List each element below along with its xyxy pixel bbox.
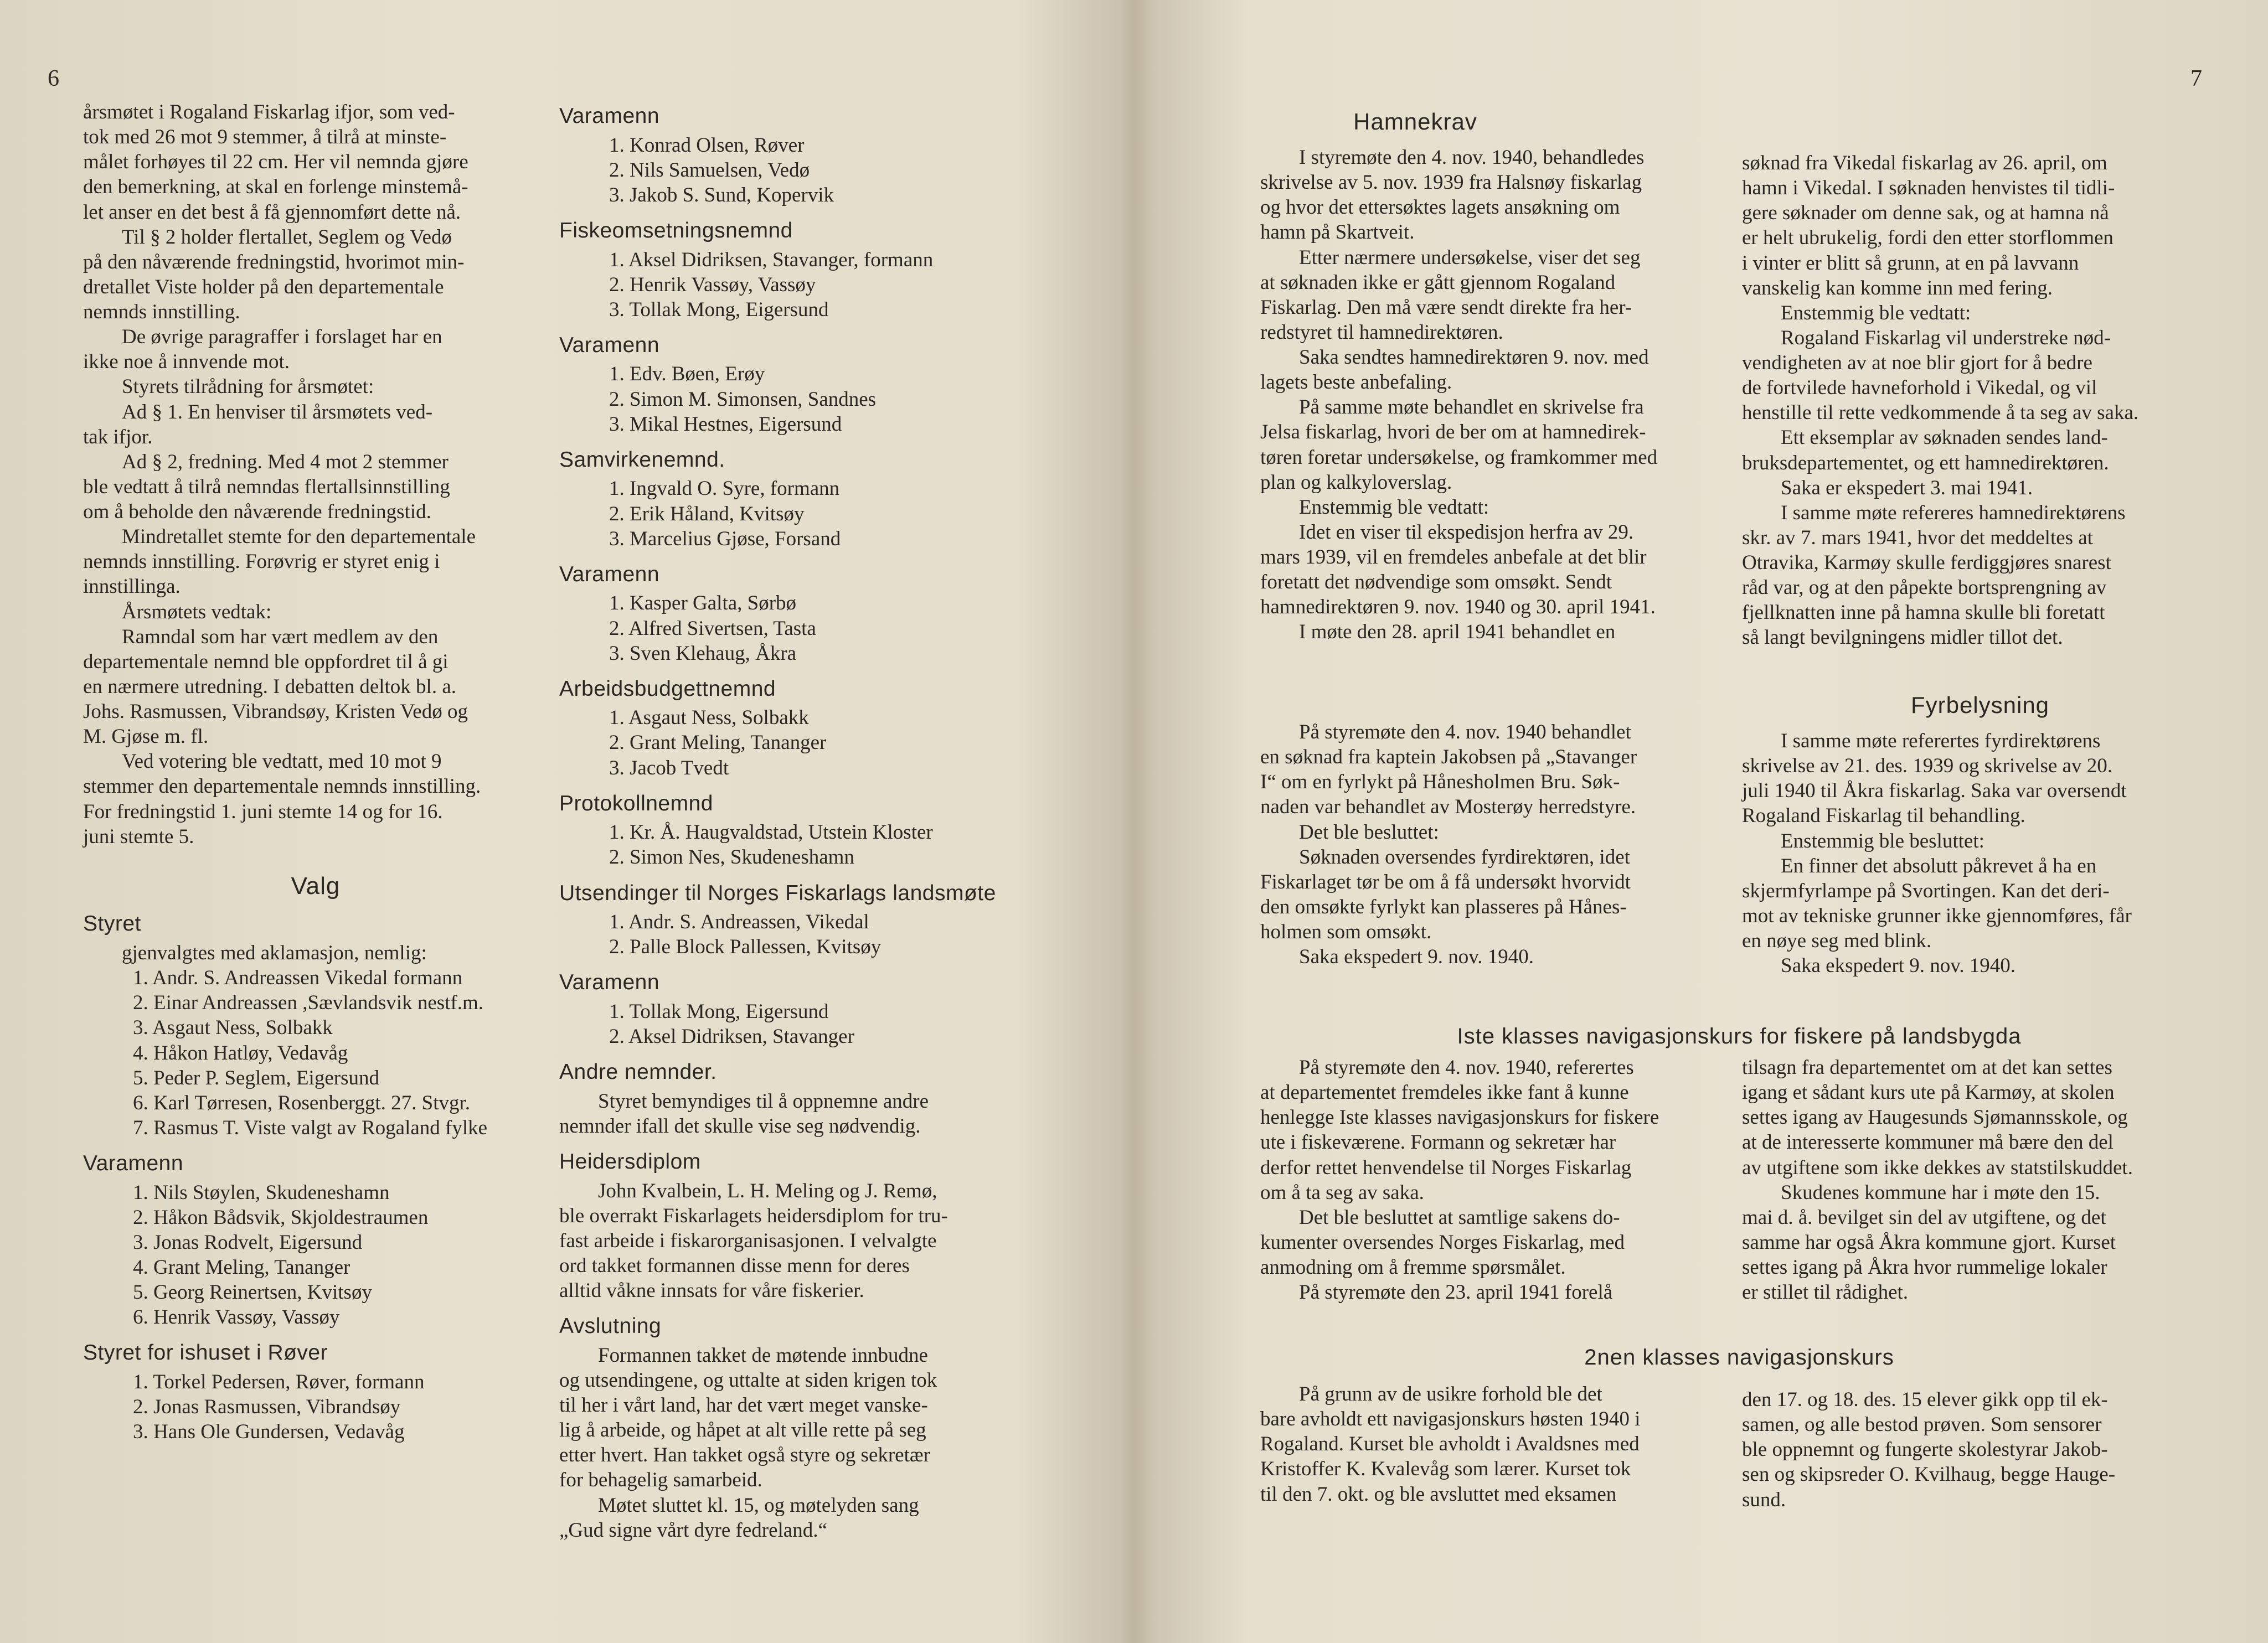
text-line: Styrets tilrådning for årsmøtet: [122,375,374,399]
nav1-column-2 [1742,1055,2218,1305]
text-line: mai d. å. bevilget sin del av utgiftene, og det [1742,1206,2106,1229]
list-item: 3. Hans Ole Gundersen, Vedavåg [133,1420,405,1444]
list-item: 1. Aksel Didriksen, Stavanger, formann [609,248,934,271]
text-line: Ad § 2, fredning. Med 4 mot 2 stemmer [122,450,449,473]
paragraph [83,400,548,450]
text-line: Ramndal som har vært medlem av den [122,625,439,648]
paragraph [83,225,548,325]
text-line: settes igang på Åkra hvor rummelige lokaler [1742,1256,2107,1279]
text-line: henstille til rette vedkommende å ta seg av saka. [1742,401,2139,425]
subheading: Varamenn [559,104,660,128]
text-line: av utgiftene som ikke dekkes av statstilskuddet. [1742,1156,2133,1179]
text-line: vanskelig kan komme inn med fering. [1742,276,2053,299]
text-line: i vinter er blitt så grunn, at en på lavvann [1742,251,2079,275]
text-line: den bemerkning, at skal en forlenge minstemå- [83,175,468,199]
list-item: 1. Kr. Å. Haugvaldstad, Utstein Kloster [609,821,933,844]
text-line: juli 1940 til Åkra fiskarlag. Saka var oversendt [1742,779,2127,803]
nav2-column-1 [1260,1382,1748,1507]
text-line: henlegge Iste klasses navigasjonskurs for fiskere [1260,1106,1659,1129]
text-line: gere søknader om denne sak, og at hamna nå [1742,202,2109,225]
list-item: 3. Asgaut Ness, Solbakk [133,1016,333,1040]
list-item: 1. Andr. S. Andreassen, Vikedal [609,911,869,934]
text-line: Det ble besluttet at samtlige sakens do- [1299,1206,1620,1229]
text-line: På samme møte behandlet en skrivelse fra [1299,396,1644,419]
text-line: årsmøtet i Rogaland Fiskarlag ifjor, som ved- [83,101,455,123]
text-line: til den 7. okt. og ble avsluttet med eksamen [1260,1482,1617,1506]
hamnekrav-column-2 [1742,151,2218,650]
paragraph [83,624,548,750]
list-item: 3. Jacob Tvedt [609,756,729,779]
text-line: igang et sådant kurs ute på Karmøy, at skolen [1742,1081,2115,1104]
list-item: 2. Simon Nes, Skudeneshamn [609,846,854,869]
text-line: Otravika, Karmøy skulle ferdiggjøres snarest [1742,551,2111,574]
section-heading: Iste klasses navigasjonskurs for fiskere på landsbygda [1457,1024,2022,1048]
text-line: lagets beste anbefaling. [1260,371,1452,394]
list-item: 1. Kasper Galta, Sørbø [609,592,797,615]
text-line: den 17. og 18. des. 15 elever gikk opp til ek- [1742,1388,2108,1411]
text-line: Enstemmig ble besluttet: [1781,829,1984,852]
list-item: 2. Einar Andreassen ,Sævlandsvik nestf.m. [133,991,484,1015]
text-line: en nærmere utredning. I debatten deltok bl. a. [83,675,457,698]
list-item: 1. Nils Støylen, Skudeneshamn [133,1181,390,1204]
text-line: ble oppnemnt og fungerte skolestyrar Jakob- [1742,1438,2108,1461]
subheading: Styret [83,912,141,936]
text-line: målet forhøyes til 22 cm. Her vil nemnda gjøre [83,151,468,174]
paragraph [83,524,548,599]
text-line: Johs. Rasmussen, Vibrandsøy, Kristen Vedø og [83,700,468,723]
text-line: Saka ekspedert 9. nov. 1940. [1781,954,2016,978]
text-line: nemnds innstilling. Forøvrig er styret enig i [83,550,440,574]
text-line: tøren foretar undersøkelse, og framkommer med [1260,446,1658,469]
list-item: 4. Håkon Hatløy, Vedavåg [133,1041,348,1065]
text-line: Rogaland Fiskarlag vil understreke nød- [1781,326,2111,349]
text-line: ute i fiskeværene. Formann og sekretær har [1260,1131,1616,1154]
text-line: skrivelse av 21. des. 1939 og skrivelse av 20. [1742,755,2112,778]
text-line: skjermfyrlampe på Svortingen. Kan det deri- [1742,879,2110,902]
text-line: hamn i Vikedal. I søknaden henvistes til tidli- [1742,177,2115,200]
text-line: Styret bemyndiges til å oppnemne andre [598,1089,929,1113]
text-line: mot av tekniske grunner ikke gjennomføres, får [1742,904,2132,927]
text-line: juni stemte 5. [83,825,194,848]
subheading: Styret for ishuset i Røver [83,1341,328,1365]
paragraph [83,450,548,524]
text-line: Det ble besluttet: [1299,820,1439,844]
text-line: John Kvalbein, L. H. Meling og J. Remø, [598,1179,937,1202]
subheading: Arbeidsbudgettnemnd [559,676,776,701]
text-line: sund. [1742,1488,1786,1511]
text-line: gjenvalgtes med aklamasjon, nemlig: [122,942,427,964]
list-item: 1. Torkel Pedersen, Røver, formann [133,1370,425,1393]
list-item: 2. Jonas Rasmussen, Vibrandsøy [133,1396,401,1419]
hamnekrav-column-1 [1260,145,1748,645]
page-number-right: 7 [2190,66,2202,91]
text-line: til her i vårt land, har det vært meget vanske- [559,1394,928,1417]
subheading: Protokollnemnd [559,791,713,815]
text-line: alltid våkne innsats for våre fiskerier. [559,1279,864,1303]
text-line: er helt ubrukelig, fordi den etter storflommen [1742,226,2114,250]
list-item: 2. Alfred Sivertsen, Tasta [609,617,816,640]
text-line: Til § 2 holder flertallet, Seglem og Vedø [122,225,452,249]
text-line: nemnds innstilling. [83,301,240,323]
subheading: Fiskeomsetningsnemnd [559,218,793,242]
page-number-left: 6 [48,66,59,91]
text-line: kumenter oversendes Norges Fiskarlag, med [1260,1231,1625,1254]
text-line: Enstemmig ble vedtatt: [1781,301,1971,324]
text-line: For fredningstid 1. juni stemte 14 og for 16. [83,800,443,823]
text-line: hamn på Skartveit. [1260,221,1415,244]
text-line: Idet en viser til ekspedisjon herfra av 29. [1299,520,1634,544]
text-line: skr. av 7. mars 1941, hvor det meddeltes at [1742,526,2094,549]
text-line: en nøye seg med blink. [1742,929,1932,952]
text-line: Rogaland Fiskarlag til behandling. [1742,804,2025,828]
left-column-1 [83,100,548,1444]
section-heading: Fyrbelysning [1910,692,2050,718]
text-line: Søknaden oversendes fyrdirektøren, idet [1299,845,1630,869]
text-line: tilsagn fra departementet om at det kan settes [1742,1056,2112,1079]
text-line: holmen som omsøkt. [1260,921,1432,943]
member-list [83,1370,548,1444]
list-item: 2. Henrik Vassøy, Vassøy [609,273,816,296]
section-heading: Valg [291,872,341,900]
text-line: Ved votering ble vedtatt, med 10 mot 9 [122,750,442,773]
text-line: Enstemmig ble vedtatt: [1299,495,1489,519]
subheading: Samvirkenemnd. [559,447,725,472]
list-item: 5. Peder P. Seglem, Eigersund [133,1066,379,1089]
text-line: stemmer den departementale nemnds innstilling. [83,775,481,798]
text-line: En finner det absolutt påkrevet å ha en [1781,854,2097,877]
text-line: Kristoffer K. Kvalevåg som lærer. Kurset tok [1260,1458,1631,1481]
text-line: I“ om en fyrlykt på Hånesholmen Bru. Søk- [1260,771,1620,794]
subheading: Varamenn [559,562,660,586]
text-line: I møte den 28. april 1941 behandlet en [1299,621,1616,644]
text-line: plan og kalkyloverslag. [1260,471,1452,494]
left-column-2 [559,103,1047,1543]
text-line: fast arbeide i fiskarorganisasjonen. I velvalgte [559,1229,937,1252]
paragraph [83,324,548,374]
text-line: innstillinga. [83,575,181,598]
list-item: 2. Simon M. Simonsen, Sandnes [609,388,877,411]
text-line: lig å arbeide, og håpet at alt ville rette på seg [559,1419,926,1442]
text-line: På styremøte den 4. nov. 1940 behandlet [1299,721,1631,743]
list-item: 2. Håkon Bådsvik, Skjoldestraumen [133,1206,429,1229]
list-item: 2. Grant Meling, Tananger [609,731,827,755]
text-line: naden var behandlet av Mosterøy herredstyre. [1260,795,1636,819]
list-item: 7. Rasmus T. Viste valgt av Rogaland fylke [133,1116,488,1139]
list-item: 1. Edv. Bøen, Erøy [609,363,765,386]
text-line: ord takket formannen disse menn for deres [559,1254,910,1277]
text-line: På grunn av de usikre forhold ble det [1299,1383,1602,1406]
text-line: ikke noe å innvende mot. [83,350,290,374]
subheading: Andre nemnder. [559,1060,717,1084]
text-line: vendigheten av at noe blir gjort for å bedre [1742,352,2092,374]
text-line: og hvor det ettersøktes lagets ansøkning om [1260,196,1620,219]
list-item: 3. Marcelius Gjøse, Forsand [609,527,841,550]
list-item: 3. Jonas Rodvelt, Eigersund [133,1231,363,1254]
text-line: at søknaden ikke er gått gjennom Rogaland [1260,271,1616,294]
text-line: foretatt det nødvendige som omsøkt. Sendt [1260,571,1612,594]
nav1-column-1 [1260,1055,1748,1305]
text-line: om å ta seg av saka. [1260,1181,1424,1204]
fyr-column-1 [1260,720,1748,969]
list-item: 1. Ingvald O. Syre, formann [609,477,840,500]
list-item: 1. Andr. S. Andreassen Vikedal formann [133,967,463,990]
text-line: M. Gjøse m. fl. [83,725,209,748]
text-line: ble overrakt Fiskarlagets heidersdiplom for tru- [559,1204,948,1227]
subheading: Varamenn [559,333,660,357]
list-item: 2. Nils Samuelsen, Vedø [609,158,810,182]
subheading: Avslutning [559,1314,662,1339]
text-line: De øvrige paragraffer i forslaget har en [122,326,442,349]
text-line: søknad fra Vikedal fiskarlag av 26. april, om [1742,152,2107,174]
text-line: På styremøte den 4. nov. 1940, referertes [1299,1056,1634,1079]
list-item: 6. Henrik Vassøy, Vassøy [133,1306,340,1329]
text-line: Saka sendtes hamnedirektøren 9. nov. med [1299,346,1649,369]
text-line: bare avholdt ett navigasjonskurs høsten 1940 i [1260,1408,1641,1431]
text-line: samen, og alle bestod prøven. Som sensorer [1742,1413,2102,1437]
text-line: Rogaland. Kurset ble avholdt i Avaldsnes med [1260,1433,1640,1456]
list-item: 3. Mikal Hestnes, Eigersund [609,412,842,436]
text-line: Skudenes kommune har i møte den 15. [1781,1181,2100,1204]
text-line: sen og skipsreder O. Kvilhaug, begge Hauge- [1742,1463,2116,1486]
text-line: Årsmøtets vedtak: [122,600,272,623]
right-page [1138,0,2268,1643]
text-line: Etter nærmere undersøkelse, viser det seg [1299,246,1641,269]
text-line: anmodning om å fremme spørsmålet. [1260,1256,1566,1279]
text-line: redstyret til hamnedirektøren. [1260,321,1503,344]
section-heading: Hamnekrav [1353,108,1477,135]
fyr-column-2 [1742,728,2218,978]
text-line: På styremøte den 23. april 1941 forelå [1299,1281,1613,1304]
text-line: Ett eksemplar av søknaden sendes land- [1781,426,2108,450]
text-line: etter hvert. Han takket også styre og sekretær [559,1444,930,1467]
subheading: Heidersdiplom [559,1150,701,1174]
list-item: 2. Erik Håland, Kvitsøy [609,502,805,525]
text-line: Saka ekspedert 9. nov. 1940. [1299,946,1534,969]
list-item: 3. Sven Klehaug, Åkra [609,642,797,665]
subheading: Varamenn [559,970,660,995]
text-line: bruksdepartementet, og ett hamnedirektøren. [1742,451,2109,474]
text-line: departementale nemnd ble oppfordret til å gi [83,650,449,673]
list-item: 3. Jakob S. Sund, Kopervik [609,183,834,206]
text-line: Saka er ekspedert 3. mai 1941. [1781,476,2033,499]
text-line: at departementet fremdeles ikke fant å kunne [1260,1081,1629,1104]
text-line: tok med 26 mot 9 stemmer, å tilrå at minste- [83,126,447,149]
list-item: 5. Georg Reinertsen, Kvitsøy [133,1281,372,1304]
text-line: råd var, og at den påpekte bortsprengning av [1742,576,2107,600]
text-line: den omsøkte fyrlykt kan plasseres på Hånes- [1260,895,1627,918]
text-line: Fiskarlag. Den må være sendt direkte fra her- [1260,296,1632,319]
text-line: så langt bevilgningens midler tillot det. [1742,626,2063,649]
text-line: er stillet til rådighet. [1742,1281,1909,1304]
section-heading: 2nen klasses navigasjonskurs [1584,1345,1894,1370]
list-item: 6. Karl Tørresen, Rosenberggt. 27. Stvgr. [133,1091,471,1114]
text-line: de fortvilede havneforhold i Vikedal, og vil [1742,376,2097,400]
list-item: 3. Tollak Mong, Eigersund [609,298,829,321]
list-item: 2. Aksel Didriksen, Stavanger [609,1025,854,1048]
text-line: Mindretallet stemte for den departementale [122,525,476,549]
text-line: Jelsa fiskarlag, hvori de ber om at hamnedirek- [1260,421,1646,444]
text-line: derfor rettet henvendelse til Norges Fiskarlag [1260,1156,1632,1179]
text-line: „Gud signe vårt dyre fedreland.“ [559,1518,827,1542]
paragraph [83,100,548,225]
subheading: Varamenn [83,1151,184,1175]
text-line: tak ifjor. [83,425,153,448]
text-line: fjellknatten inne på hamna skulle bli foretatt [1742,601,2105,624]
text-line: ble vedtatt å tilrå nemndas flertallsinnstilling [83,475,450,498]
text-line: let anser en det best å få gjennomført dette nå. [83,200,461,224]
text-line: skrivelse av 5. nov. 1939 fra Halsnøy fiskarlag [1260,171,1642,194]
text-line: en søknad fra kaptein Jakobsen på „Stavanger [1260,746,1637,769]
text-line: I samme møte referertes fyrdirektørens [1781,730,2101,752]
left-page [0,0,1130,1643]
member-list [83,965,548,1140]
text-line: Fiskarlaget tør be om å få undersøkt hvorvidt [1260,870,1631,893]
text-line: hamnedirektøren 9. nov. 1940 og 30. april 1941. [1260,596,1656,619]
paragraph [83,749,548,849]
text-line: om å beholde den nåværende fredningstid. [83,500,431,523]
text-line: Formannen takket de møtende innbudne [598,1344,928,1367]
list-item: 1. Tollak Mong, Eigersund [609,1000,829,1023]
text-line: nemnder ifall det skulle vise seg nødvendig. [559,1114,921,1138]
text-line: Møtet sluttet kl. 15, og møtelyden sang [598,1494,919,1517]
text-line: I styremøte den 4. nov. 1940, behandledes [1299,146,1645,169]
member-list [83,1180,548,1330]
text-line: at de interesserte kommuner må bære den del [1742,1131,2114,1154]
text-line: Ad § 1. En henviser til årsmøtets ved- [122,400,433,423]
list-item: 4. Grant Meling, Tananger [133,1256,350,1279]
text-line: I samme møte refereres hamnedirektørens [1781,501,2126,524]
nav2-column-2 [1742,1387,2218,1512]
text-line: dretallet Viste holder på den departementale [83,275,444,298]
text-line: på den nåværende fredningstid, hvorimot min- [83,250,465,273]
subheading: Utsendinger til Norges Fiskarlags landsmøte [559,881,996,905]
list-item: 2. Palle Block Pallessen, Kvitsøy [609,936,882,959]
text-line: settes igang av Haugesunds Sjømannsskole, og [1742,1106,2128,1129]
list-item: 1. Asgaut Ness, Solbakk [609,706,809,730]
text-line: for behagelig samarbeid. [559,1469,762,1492]
list-item: 1. Konrad Olsen, Røver [609,133,805,157]
text-line: mars 1939, vil en fremdeles anbefale at det blir [1260,546,1647,569]
text-line: samme har også Åkra kommune gjort. Kurset [1742,1231,2116,1254]
text-line: og utsendingene, og uttalte at siden krigen tok [559,1368,937,1392]
